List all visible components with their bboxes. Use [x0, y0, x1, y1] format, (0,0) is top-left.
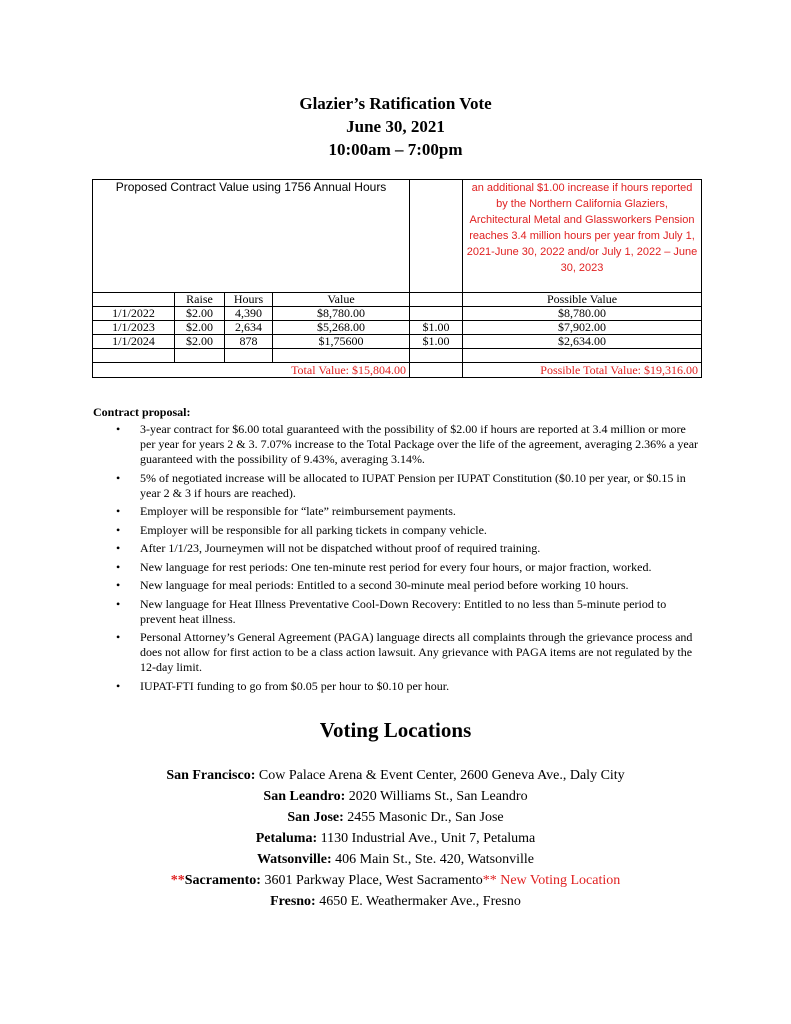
list-item	[93, 578, 703, 593]
empty-cell	[273, 349, 410, 363]
list-item	[93, 560, 703, 575]
proposal-heading: Contract proposal:	[93, 405, 191, 419]
column-header-raise: Raise	[175, 293, 225, 307]
bullet-icon: •	[116, 559, 121, 574]
table-header-empty	[410, 180, 463, 293]
empty-cell	[175, 349, 225, 363]
list-item-text: After 1/1/23, Journeymen will not be dispatched without proof of required training.	[140, 541, 541, 555]
title-block	[0, 92, 791, 161]
new-location-note: ** New Voting Location	[482, 873, 621, 888]
voting-locations-list	[0, 765, 791, 912]
location-city: Watsonville:	[256, 852, 332, 867]
empty-cell	[225, 349, 273, 363]
list-item-text: New language for Heat Illness Preventative Cool-Down Recovery: Entitled to no less than 5-minute period to prevent heat illness.	[140, 596, 667, 626]
row-value: $5,268.00	[273, 321, 410, 335]
row-extra: $1.00	[410, 335, 463, 349]
bullet-icon: •	[116, 541, 121, 555]
row-raise: $2.00	[175, 307, 225, 321]
location-line	[0, 786, 791, 807]
row-raise: $2.00	[175, 335, 225, 349]
column-header-possible-value: Possible Value	[463, 293, 702, 307]
list-item-text: 5% of negotiated increase will be allocated to IUPAT Pension per IUPAT Constitution ($0.10 per year, or $0.15 in year 2 & 3 if hours are reached).	[140, 470, 686, 500]
list-item-text: IUPAT-FTI funding to go from $0.05 per hour to $0.10 per hour.	[140, 678, 450, 693]
contract-proposal	[93, 405, 703, 697]
row-date: 1/1/2024	[93, 335, 175, 349]
possible-total-value: Possible Total Value: $19,316.00	[463, 363, 702, 378]
location-line	[0, 765, 791, 786]
row-hours: 878	[225, 335, 273, 349]
row-possible-value: $7,902.00	[463, 321, 702, 335]
list-item	[93, 504, 703, 519]
location-city: San Leandro:	[263, 789, 346, 804]
list-item	[93, 679, 703, 694]
total-row	[93, 363, 702, 378]
empty-cell	[410, 363, 463, 378]
bullet-icon: •	[116, 504, 121, 518]
column-header-hours: Hours	[225, 293, 273, 307]
location-address: 406 Main St., Ste. 420, Watsonville	[331, 852, 535, 867]
list-item	[93, 541, 703, 556]
row-value: $1,75600	[273, 335, 410, 349]
list-item	[93, 523, 703, 538]
empty-cell	[463, 349, 702, 363]
list-item-text: Employer will be responsible for all parking tickets in company vehicle.	[140, 522, 487, 537]
page-title: Glazier’s Ratification Vote	[299, 94, 492, 113]
vote-date: June 30, 2021	[346, 117, 445, 136]
column-header	[93, 293, 175, 307]
list-item-text: Employer will be responsible for “late” reimbursement payments.	[140, 504, 456, 518]
voting-locations-heading: Voting Locations	[319, 718, 472, 742]
location-address: 2020 Williams St., San Leandro	[345, 789, 528, 804]
location-city: Fresno:	[270, 894, 316, 909]
empty-cell	[410, 349, 463, 363]
new-location-marker: **	[170, 873, 185, 888]
list-item-text: Personal Attorney’s General Agreement (PAGA) language directs all complaints through the grievance process and does not allow for first action to be a class action lawsuit. Any grievance with PAGA items are not regulated by the 12-day limit.	[140, 630, 693, 674]
row-extra	[410, 307, 463, 321]
location-line	[0, 828, 791, 849]
table-header-label: Proposed Contract Value using 1756 Annual Hours	[93, 180, 410, 293]
list-item	[93, 422, 703, 467]
location-address: 1130 Industrial Ave., Unit 7, Petaluma	[317, 831, 536, 846]
bullet-icon: •	[116, 596, 121, 611]
condition-note: an additional $1.00 increase if hours reported by the Northern California Glaziers, Architectural Metal and Glassworkers Pension reaches 3.4 million hours per year from July 1, 2021-June 30, 2022 and/or July 1, 2022 – June 30, 2023	[463, 180, 702, 293]
location-city: San Francisco:	[166, 768, 256, 783]
empty-cell	[93, 349, 175, 363]
list-item-text: New language for meal periods: Entitled to a second 30-minute meal period before working 10 hours.	[140, 578, 629, 592]
row-hours: 2,634	[225, 321, 273, 335]
row-hours: 4,390	[225, 307, 273, 321]
row-date: 1/1/2022	[93, 307, 175, 321]
bullet-icon: •	[116, 522, 121, 537]
list-item-text: 3-year contract for $6.00 total guaranteed with the possibility of $2.00 if hours are reported at 3.4 million or more per year for years 2 & 3. 7.07% increase to the Total Package over the life of the agreement, averaging 2.36% a year guaranteed with the possibility of 9.43%, averaging 3.14%.	[140, 422, 699, 466]
proposal-list	[93, 422, 703, 694]
row-date: 1/1/2023	[93, 321, 175, 335]
row-raise: $2.00	[175, 321, 225, 335]
row-possible-value: $8,780.00	[463, 307, 702, 321]
row-value: $8,780.00	[273, 307, 410, 321]
location-line-sacramento	[0, 870, 791, 891]
bullet-icon: •	[116, 678, 121, 693]
contract-value-table	[92, 179, 702, 378]
location-city: Sacramento:	[184, 873, 261, 888]
vote-hours: 10:00am – 7:00pm	[328, 140, 463, 159]
list-item	[93, 471, 703, 501]
location-address: 3601 Parkway Place, West Sacramento	[260, 873, 483, 888]
bullet-icon: •	[116, 422, 121, 436]
table-row-empty	[93, 349, 702, 363]
table-header-row	[93, 180, 702, 293]
location-address: 4650 E. Weathermaker Ave., Fresno	[315, 894, 521, 909]
location-line	[0, 849, 791, 870]
location-city: San Jose:	[287, 810, 344, 825]
row-possible-value: $2,634.00	[463, 335, 702, 349]
row-extra: $1.00	[410, 321, 463, 335]
location-line	[0, 807, 791, 828]
location-city: Petaluma:	[255, 831, 318, 846]
table-row	[93, 335, 702, 349]
location-address: Cow Palace Arena & Event Center, 2600 Geneva Ave., Daly City	[255, 768, 625, 783]
bullet-icon: •	[116, 630, 121, 644]
bullet-icon: •	[116, 470, 121, 485]
total-value: Total Value: $15,804.00	[93, 363, 410, 378]
table-row	[93, 321, 702, 335]
column-header	[410, 293, 463, 307]
bullet-icon: •	[116, 578, 121, 592]
column-header-value: Value	[273, 293, 410, 307]
column-header-row	[93, 293, 702, 307]
location-line	[0, 891, 791, 912]
table-row	[93, 307, 702, 321]
list-item	[93, 630, 703, 675]
list-item-text: New language for rest periods: One ten-minute rest period for every four hours, or major fraction, worked.	[140, 559, 652, 574]
list-item	[93, 597, 703, 627]
location-address: 2455 Masonic Dr., San Jose	[343, 810, 504, 825]
